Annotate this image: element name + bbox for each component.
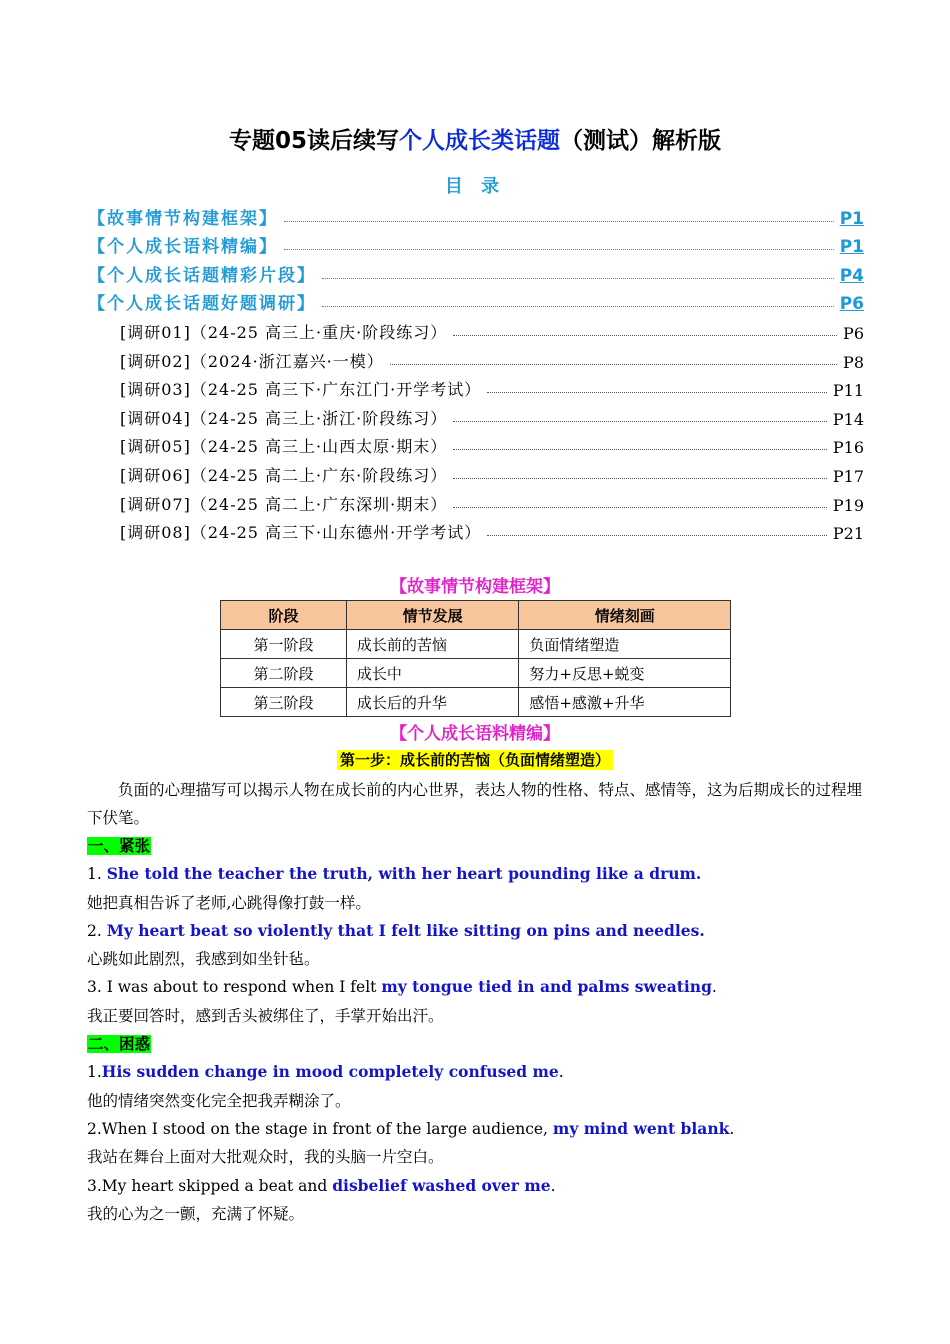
sentence-text: . bbox=[550, 1176, 556, 1195]
table-cell: 第二阶段 bbox=[221, 659, 347, 688]
toc-subentry-label: [调研07]（24-25 高二上·广东深圳·期末） bbox=[120, 494, 448, 514]
toc-subentry[interactable] bbox=[88, 400, 864, 429]
sentence-text: . bbox=[729, 1119, 735, 1138]
table-cell: 感悟+感激+升华 bbox=[519, 688, 731, 717]
toc-subentry[interactable] bbox=[88, 515, 864, 544]
group-heading bbox=[87, 1030, 862, 1058]
example-sentence bbox=[87, 1058, 862, 1086]
toc-leader bbox=[453, 421, 827, 422]
toc-subentry-page: P21 bbox=[832, 524, 864, 544]
toc-heading: 目 录 bbox=[444, 176, 506, 197]
sentence-text: 3.My heart skipped a beat and bbox=[87, 1176, 333, 1195]
toc-entry-page: P6 bbox=[839, 294, 864, 315]
toc-subentry-page: P6 bbox=[843, 323, 864, 343]
translation: 她把真相告诉了老师,心跳得像打鼓一样。 bbox=[87, 893, 371, 912]
toc-subentry-label: [调研03]（24-25 高三下·广东江门·开学考试） bbox=[120, 380, 482, 400]
toc-subentry[interactable] bbox=[88, 486, 864, 515]
key-phrase: She told the teacher the truth, with her heart pounding like a drum. bbox=[106, 864, 702, 884]
example-sentence bbox=[87, 1115, 862, 1143]
toc-subentry-label: [调研04]（24-25 高三上·浙江·阶段练习） bbox=[120, 408, 448, 428]
toc-entry[interactable] bbox=[88, 229, 864, 258]
table-cell: 成长前的苦恼 bbox=[346, 630, 519, 659]
toc-leader bbox=[453, 449, 827, 450]
translation: 我站在舞台上面对大批观众时，我的头脑一片空白。 bbox=[87, 1148, 444, 1167]
toc-entry-page: P1 bbox=[839, 208, 864, 229]
example-sentence bbox=[87, 973, 862, 1001]
table-cell: 第三阶段 bbox=[221, 688, 347, 717]
toc-subentry[interactable] bbox=[88, 457, 864, 486]
table-header-row bbox=[221, 601, 731, 630]
toc-leader bbox=[453, 478, 827, 479]
sentence-text: . bbox=[711, 978, 717, 997]
toc-entry-label: 【个人成长语料精编】 bbox=[88, 237, 278, 258]
example-sentence bbox=[87, 1172, 862, 1200]
toc-leader bbox=[487, 392, 827, 393]
toc-subentry[interactable] bbox=[88, 429, 864, 458]
key-phrase: my tongue tied in and palms sweating bbox=[381, 977, 712, 997]
example-sentence bbox=[87, 860, 862, 888]
toc-leader bbox=[322, 306, 834, 307]
sentence-text: 1. bbox=[87, 865, 107, 884]
group-label: 二、困惑 bbox=[88, 1035, 151, 1054]
toc-leader bbox=[284, 221, 834, 222]
toc-subentry-label: [调研06]（24-25 高二上·广东·阶段练习） bbox=[120, 465, 448, 485]
title-prefix: 专题05读后续写 bbox=[228, 128, 399, 154]
toc-leader bbox=[284, 249, 834, 250]
corpus-section-title: 【个人成长语料精编】 bbox=[390, 724, 560, 744]
step-heading-text: 第一步：成长前的苦恼（负面情绪塑造） bbox=[337, 750, 613, 770]
page-title bbox=[0, 122, 950, 155]
toc-entry-page: P4 bbox=[839, 265, 864, 286]
toc-entry-page: P1 bbox=[839, 237, 864, 258]
toc-subentry[interactable] bbox=[88, 372, 864, 401]
key-phrase: my mind went blank bbox=[552, 1118, 730, 1138]
sentence-text: 3. I was about to respond when I felt bbox=[87, 978, 382, 997]
translation: 心跳如此剧烈，我感到如坐针毡。 bbox=[87, 950, 320, 969]
column-header: 情节发展 bbox=[346, 601, 519, 630]
key-phrase: My heart beat so violently that I felt like sitting on pins and needles. bbox=[106, 920, 705, 940]
translation: 他的情绪突然变化完全把我弄糊涂了。 bbox=[87, 1091, 351, 1110]
toc-entry[interactable] bbox=[88, 200, 864, 229]
sentence-text: . bbox=[558, 1063, 564, 1082]
corpus-body bbox=[87, 776, 862, 1228]
toc-leader bbox=[390, 364, 837, 365]
toc-leader bbox=[322, 278, 834, 279]
table-cell: 成长中 bbox=[346, 659, 519, 688]
toc-subentry-label: [调研08]（24-25 高三下·山东德州·开学考试） bbox=[120, 523, 482, 543]
group-heading bbox=[87, 832, 862, 860]
title-suffix: （测试）解析版 bbox=[560, 128, 721, 154]
table-cell: 努力+反思+蜕变 bbox=[519, 659, 731, 688]
translation: 我正要回答时，感到舌头被绑住了，手掌开始出汗。 bbox=[87, 1006, 444, 1025]
step-heading bbox=[0, 749, 950, 770]
toc-entry[interactable] bbox=[88, 286, 864, 315]
table-cell: 负面情绪塑造 bbox=[519, 630, 731, 659]
toc-subentry-label: [调研01]（24-25 高三上·重庆·阶段练习） bbox=[120, 322, 448, 342]
toc-entry-label: 【故事情节构建框架】 bbox=[88, 208, 278, 229]
toc-subentry-page: P11 bbox=[832, 381, 864, 401]
toc-leader bbox=[453, 335, 837, 336]
toc-subentry-label: [调研02]（2024·浙江嘉兴·一模） bbox=[120, 351, 384, 371]
toc-entry-label: 【个人成长话题好题调研】 bbox=[88, 294, 316, 315]
column-header: 阶段 bbox=[221, 601, 347, 630]
key-phrase: disbelief washed over me bbox=[332, 1175, 551, 1195]
toc-subentry[interactable] bbox=[88, 314, 864, 343]
toc-subentry[interactable] bbox=[88, 343, 864, 372]
sentence-text: 1. bbox=[87, 1063, 102, 1082]
key-phrase: His sudden change in mood completely confused me bbox=[101, 1062, 559, 1082]
table-row bbox=[221, 659, 731, 688]
toc-entry-label: 【个人成长话题精彩片段】 bbox=[88, 265, 316, 286]
toc-subentry-page: P19 bbox=[832, 495, 864, 515]
toc-subentry-page: P16 bbox=[832, 438, 864, 458]
title-accent: 个人成长类话题 bbox=[399, 128, 560, 154]
table-row bbox=[221, 630, 731, 659]
column-header: 情绪刻画 bbox=[519, 601, 731, 630]
toc-subentry-page: P8 bbox=[843, 352, 864, 372]
intro-paragraph: 负面的心理描写可以揭示人物在成长前的内心世界，表达人物的性格、特点、感情等，这为后期成长的过程埋下伏笔。 bbox=[87, 781, 863, 827]
toc-leader bbox=[487, 535, 827, 536]
table-row bbox=[221, 688, 731, 717]
example-sentence bbox=[87, 917, 862, 945]
table-cell: 成长后的升华 bbox=[346, 688, 519, 717]
toc-entry[interactable] bbox=[88, 257, 864, 286]
plot-framework-table bbox=[220, 600, 731, 717]
sentence-text: 2.When I stood on the stage in front of the large audience, bbox=[87, 1119, 553, 1138]
translation: 我的心为之一颤，充满了怀疑。 bbox=[87, 1204, 305, 1223]
table-cell: 第一阶段 bbox=[221, 630, 347, 659]
framework-section-title: 【故事情节构建框架】 bbox=[390, 577, 560, 597]
toc-subentry-label: [调研05]（24-25 高三上·山西太原·期末） bbox=[120, 437, 448, 457]
sentence-text: 2. bbox=[87, 921, 107, 940]
group-label: 一、紧张 bbox=[88, 837, 151, 855]
toc-subentry-page: P17 bbox=[832, 466, 864, 486]
table-of-contents bbox=[88, 200, 864, 543]
toc-leader bbox=[453, 507, 827, 508]
toc-subentry-page: P14 bbox=[832, 409, 864, 429]
